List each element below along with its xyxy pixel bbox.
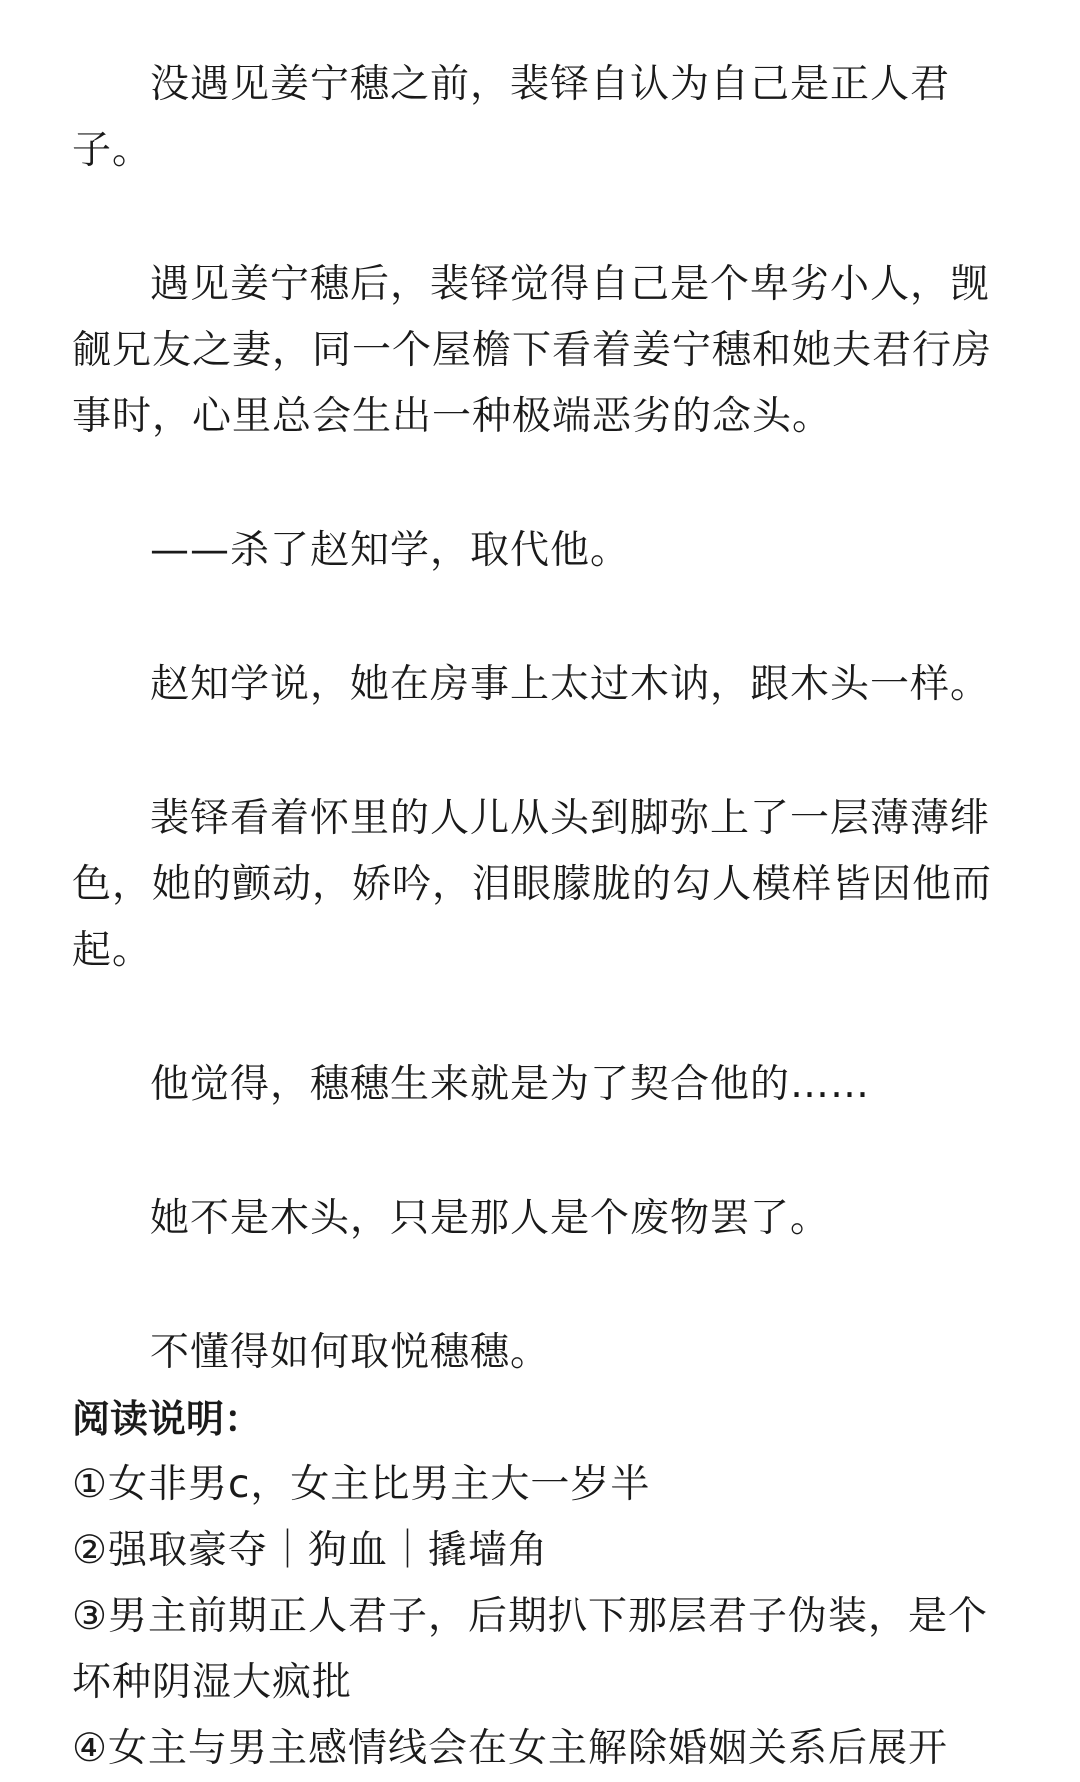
reading-notes-title: 阅读说明： (72, 1397, 263, 1441)
synopsis-paragraph: 遇见姜宁穗后，裴铎觉得自己是个卑劣小人，觊觎兄友之妻，同一个屋檐下看着姜宁穗和她夫君行房事时，心里总会生出一种极端恶劣的念头。 (72, 262, 993, 439)
reading-note-item: ③男主前期正人君子，后期扒下那层君子伪装，是个坏种阴湿大疯批 (72, 1594, 988, 1705)
reading-note-item: ④女主与男主感情线会在女主解除婚姻关系后展开 (72, 1726, 948, 1771)
synopsis-paragraph: 裴铎看着怀里的人儿从头到脚弥上了一层薄薄绯色，她的颤动，娇吟，泪眼朦胧的勾人模样皆因他而起。 (72, 796, 993, 973)
article-body (72, 52, 1012, 1782)
synopsis-paragraph: 他觉得，穗穗生来就是为了契合他的…… (150, 1062, 871, 1107)
synopsis-paragraph: 不懂得如何取悦穗穗。 (150, 1330, 551, 1375)
synopsis-paragraph: ——杀了赵知学，取代他。 (150, 528, 631, 573)
synopsis-paragraph: 没遇见姜宁穗之前，裴铎自认为自己是正人君子。 (72, 62, 951, 173)
reading-note-item: ②强取豪夺｜狗血｜撬墙角 (72, 1528, 548, 1573)
reading-note-item: ①女非男c，女主比男主大一岁半 (72, 1462, 651, 1507)
synopsis-paragraph: 她不是木头，只是那人是个废物罢了。 (150, 1196, 831, 1241)
reading-notes (72, 1386, 1012, 1782)
synopsis-paragraph: 赵知学说，她在房事上太过木讷，跟木头一样。 (150, 662, 991, 707)
